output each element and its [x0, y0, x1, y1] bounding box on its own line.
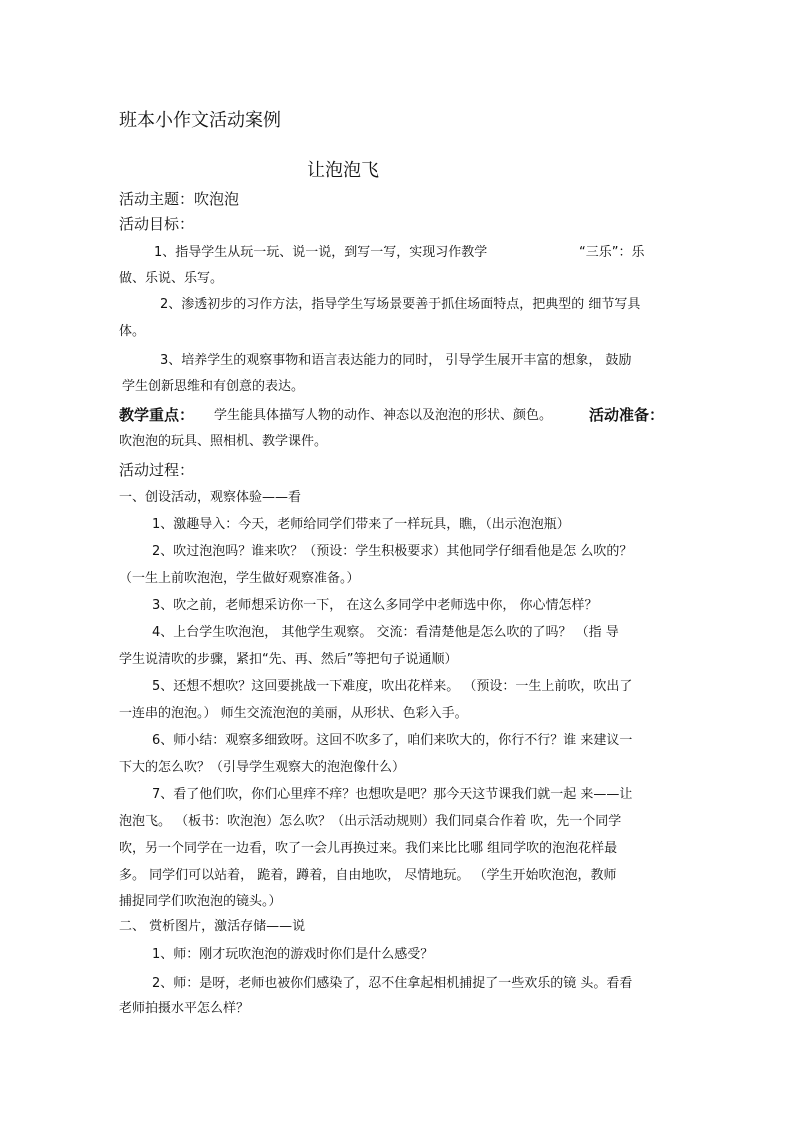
step-7-line-5: 捕捉同学们吹泡泡的镜头。）: [119, 894, 282, 909]
step-5-line-1: 5、还想不想吹？这回要挑战一下难度，吹出花样来。 （预设：一生上前吹，吹出了: [152, 679, 633, 694]
question-2-line-1: 2、师：是呀，老师也被你们感染了，忍不住拿起相机捕捉了一些欢乐的镜 头。看看: [152, 976, 633, 991]
step-7-line-4: 多。 同学们可以站着， 跪着，蹲着，自由地吹， 尽情地玩。 （学生开始吹泡泡，教师: [119, 868, 617, 883]
preparation-label: 活动准备：: [589, 406, 665, 424]
process-label: 活动过程：: [119, 461, 195, 479]
document-subtitle: 让泡泡飞: [307, 160, 379, 181]
goal-1-line-1-end: “三乐”：乐: [579, 245, 645, 260]
goal-2-line-1: 2、渗透初步的习作方法，指导学生写场景要善于抓住场面特点，把典型的 细节写具: [160, 297, 641, 312]
goal-2-line-2: 体。: [119, 324, 146, 339]
step-6-line-2: 下大的怎么吹？（引导学生观察大的泡泡像什么）: [119, 760, 406, 775]
goals-label: 活动目标：: [119, 215, 195, 233]
step-1: 1、激趣导入：今天，老师给同学们带来了一样玩具，瞧，（出示泡泡瓶）: [152, 517, 570, 532]
step-2-line-2: （一生上前吹泡泡，学生做好观察准备。）: [119, 571, 360, 586]
key-points-label: 教学重点：: [119, 406, 195, 424]
question-1: 1、师：刚才玩吹泡泡的游戏时你们是什么感受？: [152, 947, 434, 962]
goal-3-line-2: 学生创新思维和有创意的表达。: [122, 379, 305, 394]
step-7-line-1: 7、看了他们吹，你们心里痒不痒？也想吹是吧？那今天这节课我们就一起 来——让: [152, 787, 633, 802]
activity-theme: 活动主题：吹泡泡: [119, 190, 240, 208]
goal-1-line-2: 做、乐说、乐写。: [119, 271, 224, 286]
section-2-heading: 二、 赏析图片，激活存储——说: [119, 919, 306, 934]
step-4-line-1: 4、上台学生吹泡泡， 其他学生观察。 交流：看清楚他是怎么吹的了吗？ （指 导: [152, 625, 619, 640]
step-7-line-2: 泡泡飞。 （板书：吹泡泡）怎么吹？（出示活动规则）我们同桌合作着 吹，先一个同学: [119, 814, 622, 829]
section-1-heading: 一、创设活动，观察体验——看: [119, 490, 302, 505]
step-2-line-1: 2、吹过泡泡吗？谁来吹？（预设：学生积极要求）其他同学仔细看他是怎 么吹的？: [152, 544, 633, 559]
goal-3-line-1: 3、培养学生的观察事物和语言表达能力的同时， 引导学生展开丰富的想象， 鼓励: [160, 353, 632, 368]
goal-1-line-1: 1、指导学生从玩一玩、说一说，到写一写，实现习作教学: [154, 245, 488, 260]
step-5-line-2: 一连串的泡泡。） 师生交流泡泡的美丽，从形状、色彩入手。: [119, 706, 468, 721]
document-title: 班本小作文活动案例: [119, 110, 281, 131]
preparation-text: 吹泡泡的玩具、照相机、教学课件。: [119, 434, 328, 449]
step-6-line-1: 6、师小结：观察多细致呀。这回不吹多了，咱们来吹大的，你行不行？谁 来建议一: [152, 733, 633, 748]
question-2-line-2: 老师拍摄水平怎么样？: [119, 1001, 250, 1016]
step-3: 3、吹之前，老师想采访你一下， 在这么多同学中老师选中你， 你心情怎样？: [152, 598, 598, 613]
key-points-text: 学生能具体描写人物的动作、神态以及泡泡的形状、颜色。: [214, 408, 553, 423]
step-7-line-3: 吹，另一个同学在一边看，吹了一会儿再换过来。我们来比比哪 组同学吹的泡泡花样最: [119, 841, 618, 856]
step-4-line-2: 学生说清吹的步骤，紧扣“先、再、然后”等把句子说通顺）: [119, 652, 458, 667]
